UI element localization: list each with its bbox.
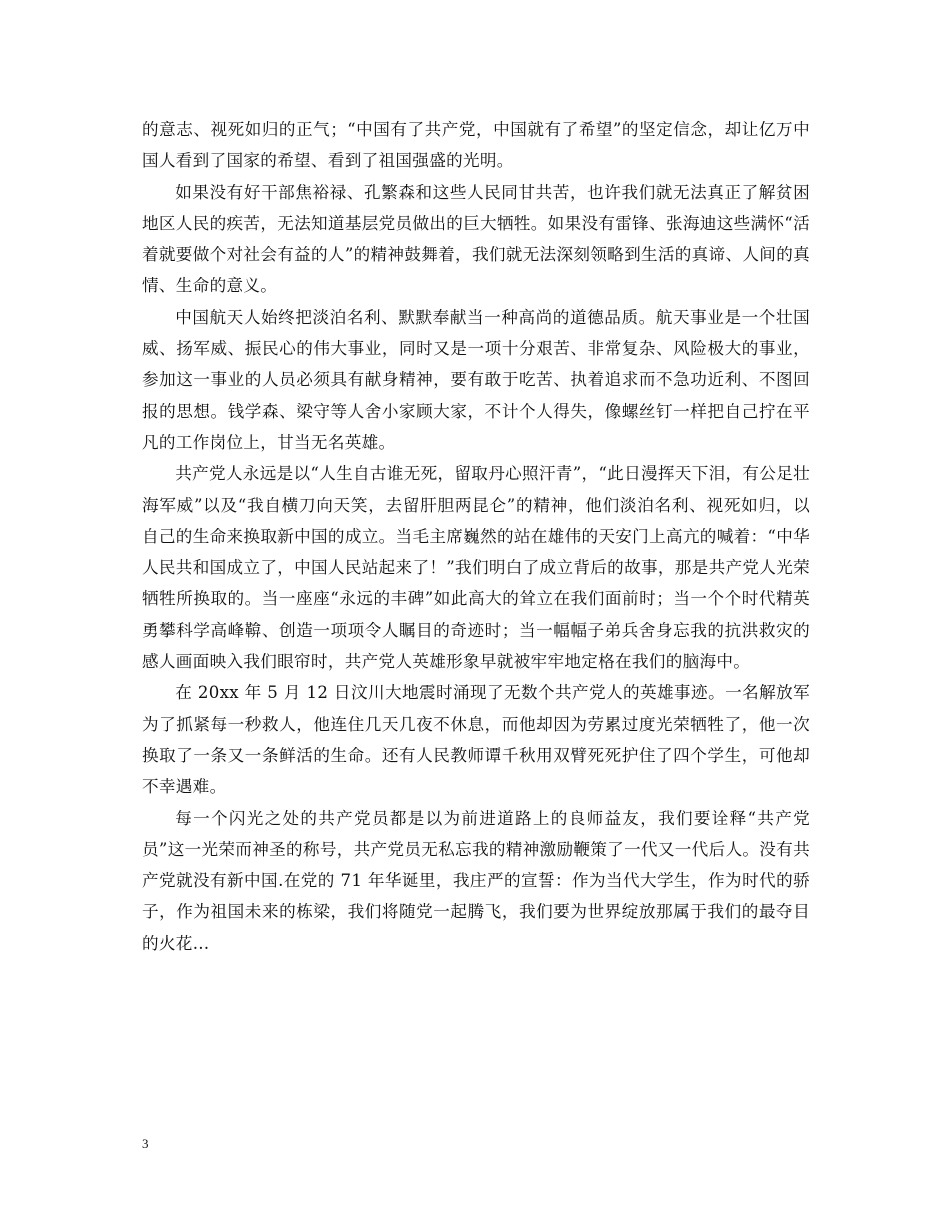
document-body bbox=[142, 114, 810, 959]
paragraph: 如果没有好干部焦裕禄、孔繁森和这些人民同甘共苦，也许我们就无法真正了解贫困地区人民的疾苦，无法知道基层党员做出的巨大牺牲。如果没有雷锋、张海迪这些满怀“活着就要做个对社会有益的人”的精神鼓舞着，我们就无法深刻领略到生活的真谛、人间的真情、生命的意义。 bbox=[142, 182, 810, 296]
paragraph: 每一个闪光之处的共产党员都是以为前进道路上的良师益友，我们要诠释“共产党员”这一光荣而神圣的称号，共产党员无私忘我的精神激励鞭策了一代又一代后人。没有共产党就没有新中国.在党的 71 年华诞里，我庄严的宣誓：作为当代大学生，作为时代的骄子，作为祖国未来的栋梁，我们将随党一起腾飞，我们要为世界绽放那属于我们的最夺目的火花… bbox=[142, 808, 810, 953]
paragraph-continued: 的意志、视死如归的正气；“中国有了共产党，中国就有了希望”的坚定信念，却让亿万中国人看到了国家的希望、看到了祖国强盛的光明。 bbox=[142, 120, 810, 171]
paragraph: 在 20xx 年 5 月 12 日汶川大地震时涌现了无数个共产党人的英雄事迹。一名解放军为了抓紧每一秒救人，他连住几天几夜不休息，而他却因为劳累过度光荣牺牲了，他一次换取了一条又一条鲜活的生命。还有人民教师谭千秋用双臂死死护住了四个学生，可他却不幸遇难。 bbox=[142, 683, 810, 797]
paragraph: 中国航天人始终把淡泊名利、默默奉献当一种高尚的道德品质。航天事业是一个壮国威、扬军威、振民心的伟大事业，同时又是一项十分艰苦、非常复杂、风险极大的事业，参加这一事业的人员必须具有献身精神，要有敢于吃苦、执着追求而不急功近利、不图回报的思想。钱学森、梁守等人舍小家顾大家，不计个人得失，像螺丝钉一样把自己拧在平凡的工作岗位上，甘当无名英雄。 bbox=[142, 307, 810, 452]
page-number: 3 bbox=[142, 1136, 149, 1151]
paragraph: 共产党人永远是以“人生自古谁无死，留取丹心照汗青”，“此日漫挥天下泪，有公足壮海军威”以及“我自横刀向天笑，去留肝胆两昆仑”的精神，他们淡泊名利、视死如归，以自己的生命来换取新中国的成立。当毛主席巍然的站在雄伟的天安门上高亢的喊着：“中华人民共和国成立了，中国人民站起来了！”我们明白了成立背后的故事，那是共产党人光荣牺牲所换取的。当一座座“永远的丰碑”如此高大的耸立在我们面前时；当一个个时代精英勇攀科学高峰鞥、创造一项项令人瞩目的奇迹时；当一幅幅子弟兵舍身忘我的抗洪救灾的感人画面映入我们眼帘时，共产党人英雄形象早就被牢牢地定格在我们的脑海中。 bbox=[142, 464, 810, 672]
